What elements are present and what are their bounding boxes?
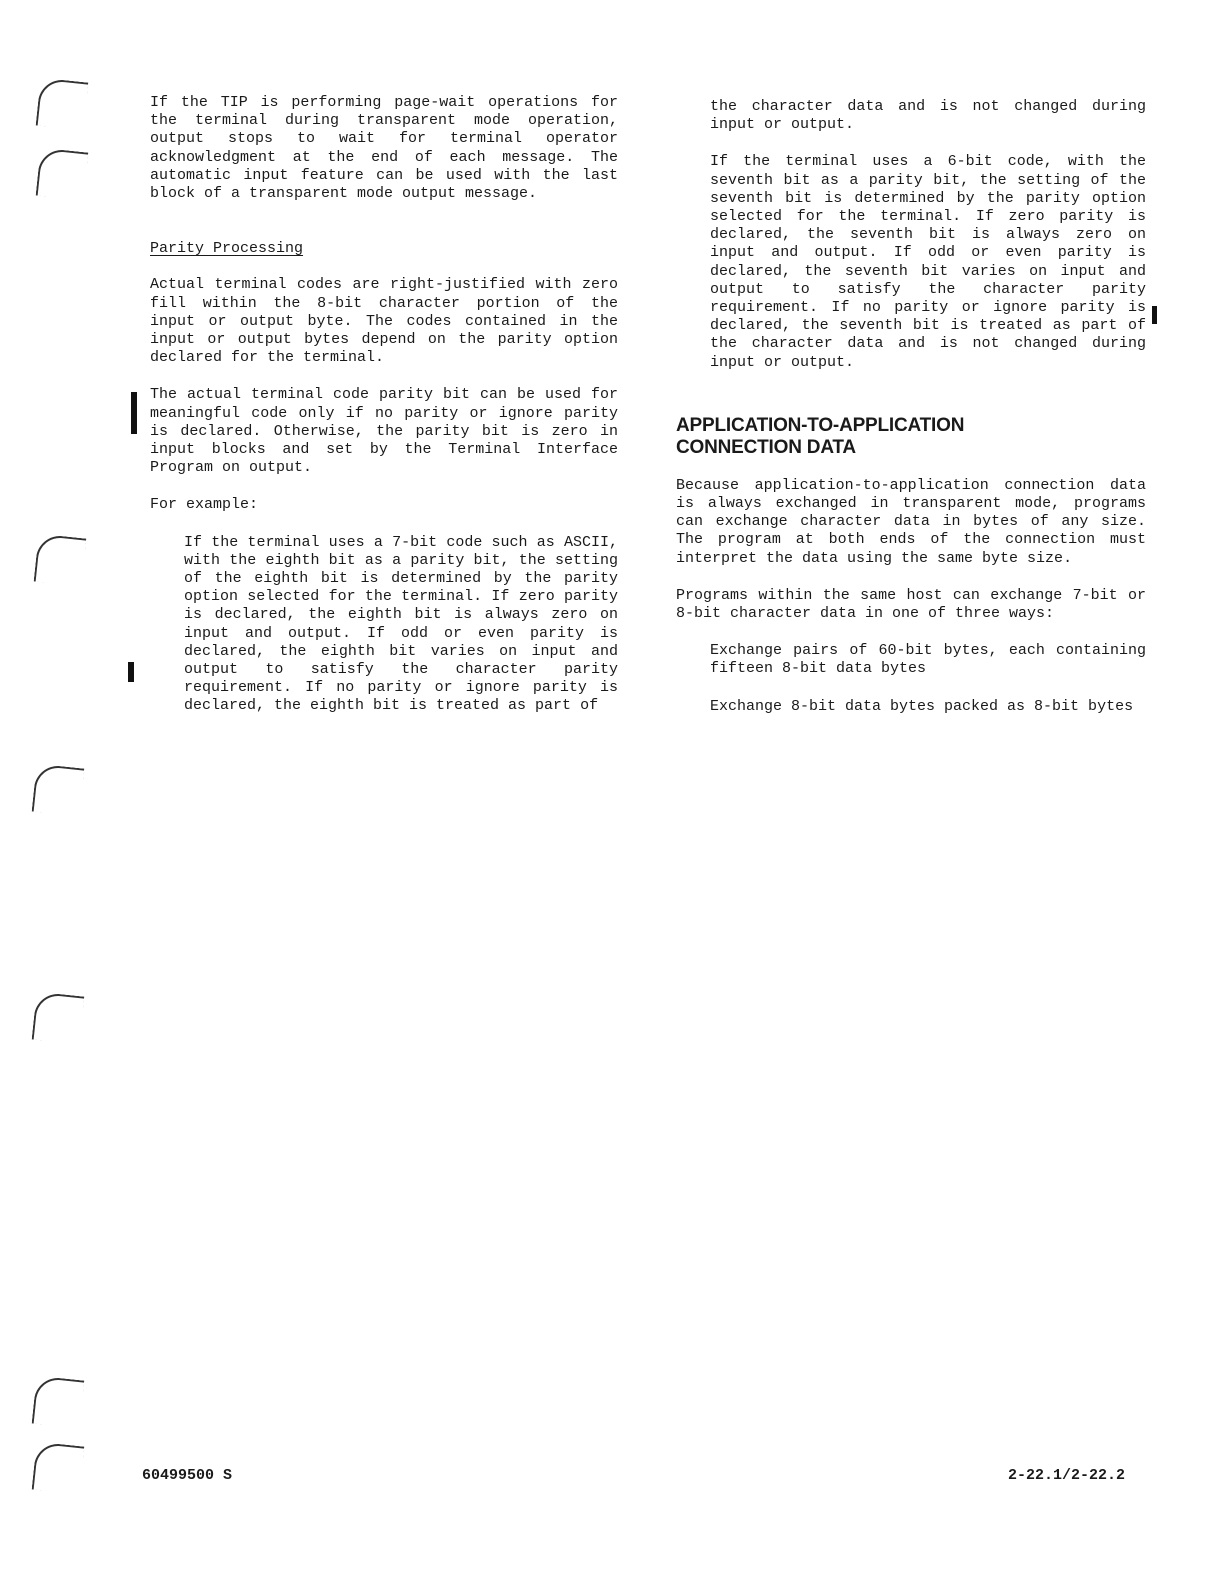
paragraph-because: Because application-to-application connection data is always exchanged in transparent mode, programs can exchange character data in bytes of any size. The program at both ends of the connection must interpret the data using the same byte size. (676, 476, 1146, 567)
punch-hole-4 (32, 764, 85, 817)
change-bar-left-lower (128, 662, 134, 682)
punch-hole-7 (32, 1442, 85, 1495)
paragraph-terminal-codes: Actual terminal codes are right-justified with zero fill within the 8-bit character portion of the input or output byte. The codes contained in the input or output bytes depend on the parity option declared for the terminal. (150, 276, 618, 367)
paragraph-programs: Programs within the same host can exchange 7-bit or 8-bit character data in one of three ways: (676, 586, 1146, 623)
section-heading (676, 415, 1146, 459)
punch-hole-5 (32, 992, 85, 1045)
list-item-exchange-pairs: Exchange pairs of 60-bit bytes, each containing fifteen 8-bit data bytes (710, 642, 1146, 678)
section-heading-line-1: APPLICATION-TO-APPLICATION (676, 414, 965, 436)
footer-page-number: 2-22.1/2-22.2 (1008, 1467, 1126, 1484)
punch-hole-2 (36, 148, 89, 201)
paragraph-example-intro: For example: (150, 496, 259, 514)
change-bar-right (1152, 306, 1157, 324)
paragraph-example-7bit: If the terminal uses a 7-bit code such as ASCII, with the eighth bit as a parity bit, the setting of the eighth bit is determined by the parity option selected for the terminal. If zero parity is declared, the eighth bit is always zero on input and output. If odd or even parity is declared, the eighth bit varies on input and output to satisfy the character parity requirement. If no parity or ignore parity is declared, the eighth bit is treated as part of (184, 533, 618, 715)
punch-hole-6 (32, 1376, 85, 1429)
punch-hole-1 (36, 78, 89, 131)
change-bar-left-upper (131, 392, 137, 434)
subheading-parity-processing: Parity Processing (150, 240, 304, 258)
right-column (676, 98, 1146, 735)
footer-document-number: 60499500 S (142, 1467, 233, 1484)
punch-hole-3 (34, 534, 87, 587)
paragraph-example-continued: the character data and is not changed during input or output. (710, 98, 1146, 134)
paragraph-parity-bit: The actual terminal code parity bit can be used for meaningful code only if no parity or ignore parity is declared. Otherwise, the parity bit is zero in input blocks and set by the Terminal Interface Program on output. (150, 386, 618, 477)
left-column (150, 94, 618, 735)
section-heading-line-2: CONNECTION DATA (676, 436, 856, 458)
paragraph-example-6bit: If the terminal uses a 6-bit code, with the seventh bit as a parity bit, the setting of the seventh bit is determined by the parity option selected for the terminal. If zero parity is declared, the seventh bit is always zero on input and output. If odd or even parity is declared, the seventh bit varies on input and output to satisfy the character parity requirement. If no parity or ignore parity is declared, the seventh bit is treated as part of the character data and is not changed during input or output. (710, 153, 1146, 371)
paragraph-page-wait: If the TIP is performing page-wait operations for the terminal during transparent mode operation, output stops to wait for terminal operator acknowledgment at the end of each message. The automatic input feature can be used with the last block of a transparent mode output message. (150, 94, 618, 203)
list-item-exchange-packed: Exchange 8-bit data bytes packed as 8-bit bytes (710, 697, 1134, 715)
